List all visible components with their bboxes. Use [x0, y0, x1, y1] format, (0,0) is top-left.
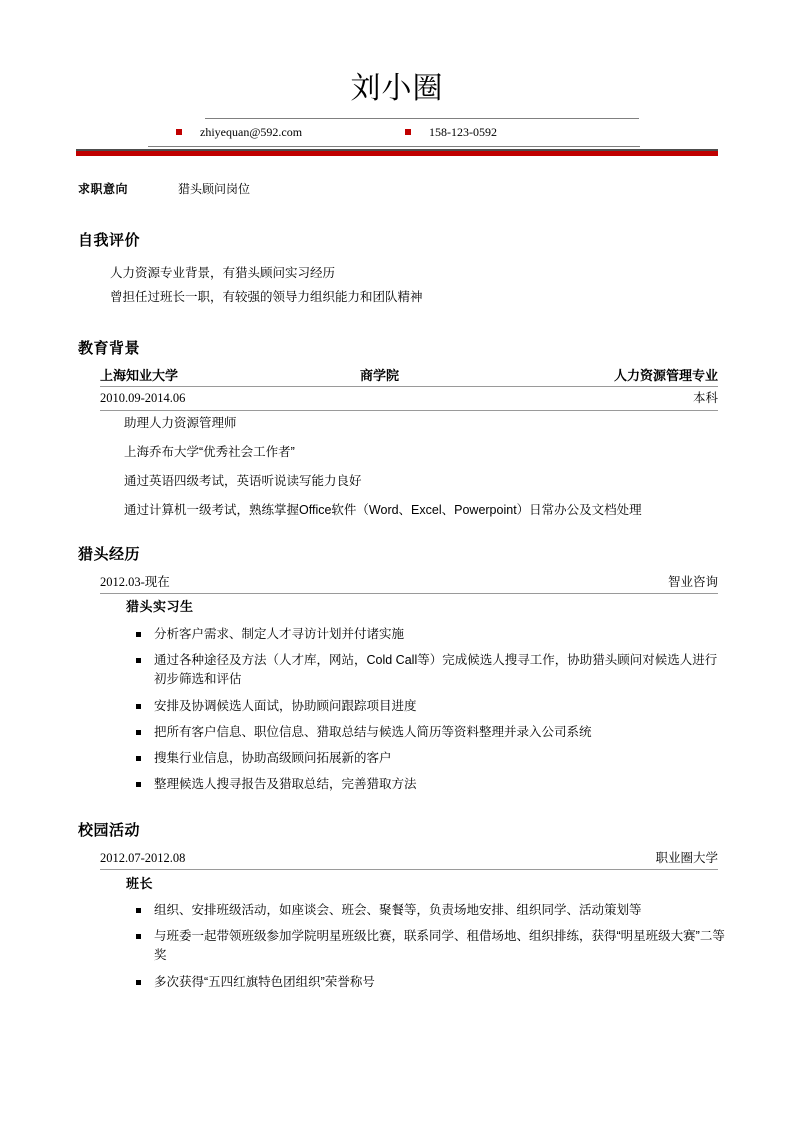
- campus-role: 班长: [126, 876, 154, 891]
- education-major: 人力资源管理专业: [613, 368, 718, 383]
- campus-rule: [100, 869, 718, 870]
- campus-period-row: [100, 849, 718, 868]
- campus-organization: 职业圈大学: [655, 851, 718, 865]
- campus-bullet: 与班委一起带领班级参加学院明星班级比赛，联系同学、租借场地、组织排练，获得“明星班级大赛”二等奖: [136, 927, 726, 965]
- candidate-name: 刘小圈: [350, 72, 444, 105]
- objective-label: 求职意向: [78, 182, 129, 196]
- experience-bullet: 把所有客户信息、职位信息、猎取总结与候选人简历等资料整理并录入公司系统: [136, 723, 726, 742]
- section-title-self-evaluation: 自我评价: [78, 232, 141, 249]
- experience-role: 猎头实习生: [126, 599, 194, 614]
- experience-bullet: 通过各种途径及方法（人才库，网站，Cold Call等）完成候选人搜寻工作，协助猎头顾问对候选人进行初步筛选和评估: [136, 651, 726, 689]
- header-accent-bar: [76, 149, 718, 156]
- education-header-row: [100, 366, 718, 385]
- education-detail: 上海乔布大学“优秀社会工作者”: [124, 445, 295, 459]
- education-detail: 通过英语四级考试，英语听说读写能力良好: [124, 474, 362, 488]
- experience-company: 智业咨询: [667, 575, 718, 589]
- education-school: 上海知业大学: [100, 368, 179, 383]
- education-college: 商学院: [360, 368, 400, 383]
- contact-row: [0, 122, 794, 144]
- experience-rule: [100, 593, 718, 594]
- resume-header: [0, 72, 794, 139]
- section-title-education: 教育背景: [78, 340, 141, 357]
- contact-phone-value: 158-123-0592: [429, 125, 497, 139]
- experience-period: 2012.03-现在: [100, 575, 170, 589]
- contact-email[interactable]: [176, 124, 302, 140]
- self-evaluation-line: 曾担任过班长一职，有较强的领导力组织能力和团队精神: [110, 290, 423, 304]
- self-evaluation-line: 人力资源专业背景，有猎头顾问实习经历: [110, 266, 336, 280]
- header-rule-top: [205, 118, 639, 119]
- square-bullet-icon: [405, 129, 411, 135]
- section-title-experience: 猎头经历: [78, 546, 141, 563]
- contact-phone[interactable]: [405, 124, 497, 140]
- education-period: 2010.09-2014.06: [100, 391, 186, 405]
- education-period-row: [100, 389, 718, 408]
- experience-bullet: 整理候选人搜寻报告及猎取总结，完善猎取方法: [136, 775, 726, 794]
- education-detail: 通过计算机一级考试，熟练掌握Office软件（Word、Excel、Powerpoint）日常办公及文档处理: [124, 503, 642, 517]
- campus-period: 2012.07-2012.08: [100, 851, 186, 865]
- experience-bullet: 分析客户需求、制定人才寻访计划并付诸实施: [136, 625, 726, 644]
- campus-bullet: 多次获得“五四红旗特色团组织”荣誉称号: [136, 973, 726, 992]
- education-degree: 本科: [692, 391, 718, 405]
- square-bullet-icon: [176, 129, 182, 135]
- campus-bullet: 组织、安排班级活动，如座谈会、班会、聚餐等，负责场地安排、组织同学、活动策划等: [136, 901, 726, 920]
- section-title-campus: 校园活动: [78, 822, 141, 839]
- objective-value: 猎头顾问岗位: [178, 182, 251, 196]
- education-rule-1: [100, 386, 718, 387]
- contact-email-value: zhiyequan@592.com: [200, 125, 303, 139]
- education-detail: 助理人力资源管理师: [124, 416, 237, 430]
- experience-period-row: [100, 573, 718, 592]
- experience-bullet: 搜集行业信息，协助高级顾问拓展新的客户: [136, 749, 726, 768]
- education-rule-2: [100, 410, 718, 411]
- header-rule-bottom: [148, 146, 640, 147]
- experience-bullet: 安排及协调候选人面试，协助顾问跟踪项目进度: [136, 697, 726, 716]
